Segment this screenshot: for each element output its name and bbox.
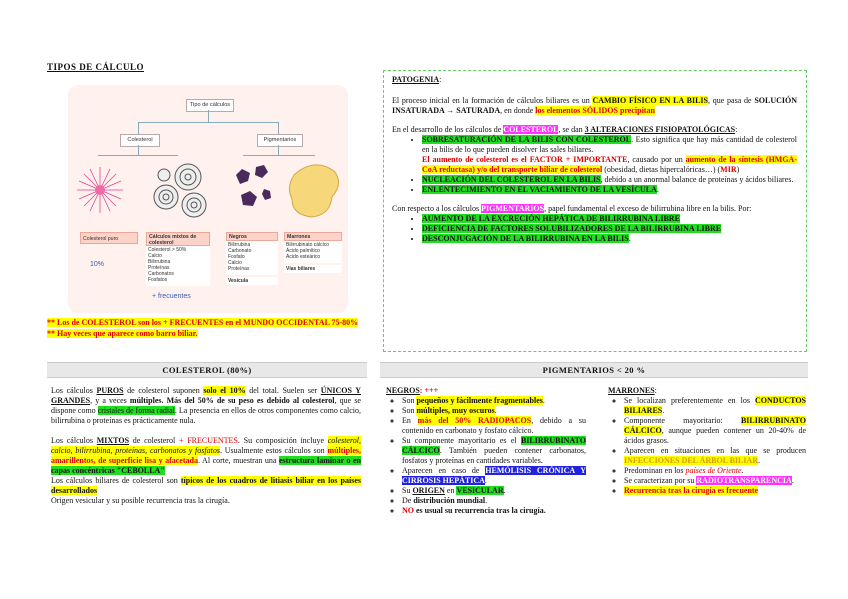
diagram-box-marrones-items-1: Ácido palmítico — [286, 248, 320, 254]
left-title: TIPOS DE CÁLCULO — [47, 62, 145, 72]
col-p1j: , que se dispone como — [51, 396, 361, 415]
diagram-box-marrones-items-0: Bilirrubinato cálcico — [286, 242, 330, 248]
frecuentes-label: + frecuentes — [152, 293, 191, 300]
box-marrones-title: Marrones — [284, 232, 342, 241]
patogenia-b2a: NUCLEACIÓN DEL COLESTEROL EN LA BILIS — [422, 175, 601, 184]
negros-items-3-1: BILIRRUBINATO CÁLCICO — [402, 436, 586, 455]
negros-items-4-2: . — [484, 476, 487, 485]
patogenia-p3c: , papel fundamental el exceso de bilirrubina libre en la bilis. Por: — [544, 204, 752, 213]
col-p2h: múltiples, amarillentos, de superficie lisa y afacetada — [51, 446, 361, 465]
negros-items-5-1: ORIGEN — [412, 486, 445, 495]
note-1: ** Los de COLESTEROL son los + FRECUENTES en el MUNDO OCCIDENTAL 75-80% — [47, 318, 359, 327]
patogenia-box: PATOGENIA: El proceso inicial en la formación de cálculos biliares es un CAMBIO FÍSICO EN LA BILIS, que pasa de SOLUCIÓN INSATURADA → SATURADA, en donde los elementos SÓLIDOS precipitan En el desarrollo de los cálculos de COLESTEROL, se dan 3 ALTERACIONES FISIOPATOLÓGICAS: • SOBRESATURACIÓN DE LA BILIS CON COLESTEROL. Esto significa que hay más cantidad de colesterol en la bilis de lo que pueden disolver las sales biliares. El aumento de colesterol es el FACTOR + IMPORTANTE, causado por un aumento de la síntesis (HMGA-CoA reductasa) y/o del transporte biliar de colesterol (obesidad, dietas hipercalóricas…) (MIR) • NUCLEACIÓN DEL COLESTEROL EN LA BILIS, debido a un anormal balance de proteínas y ácidos biliares. • ENLENTECIMIENTO EN EL VACIAMIENTO DE LA VESÍCULA. Con respecto a los cálculos PIGMENTARIOS, papel fundamental el exceso de bilirrubina libre en la bilis. Por: • AUMENTO DE LA EXCRECIÓN HEPÁTICA DE BILIRRUBINA LIBRE • DEFICIENCIA DE FACTORES SOLUBILIZADORES DE LA BILIRRUBINA LIBRE • DESCONJUGACIÓN DE LA BILIRRUBINA EN LA BILIS. — [383, 70, 807, 352]
marrones-items-5-0: Recurrencia tras la cirugía es frecuente — [624, 486, 759, 495]
col-p1k: cristales de forma radial — [97, 406, 175, 415]
col-p1c: de colesterol suponen — [123, 386, 204, 395]
negros-items-3-2: . También pueden contener carbonatos, fosfatos y proteínas en cantidades variables. — [402, 446, 586, 465]
patogenia-title: PATOGENIA — [392, 75, 440, 84]
col-p1l: . La presencia en ellos de otros componentes como calcio, bilirrubina o proteínas es prácticamente nula. — [51, 406, 362, 425]
negros-items-2-2: , debido a su contenido en carbonato y fosfato cálcico. — [402, 416, 587, 435]
marrones-items-1-0: Componente mayoritario: — [624, 416, 741, 425]
patogenia-p3a: Con respecto a los cálculos — [392, 204, 482, 213]
negros-section — [386, 386, 586, 516]
marrones-items-2-2: . — [758, 456, 761, 465]
marrones-items-3-2: . — [741, 466, 744, 475]
col-p2i: . Al corte, muestran una — [197, 456, 279, 465]
col-p2b: MIXTOS — [96, 436, 130, 445]
bar-pigmentarios: PIGMENTARIOS < 20 % — [380, 362, 808, 378]
box-colesterol-puro: Colesterol puro — [80, 232, 138, 244]
diagram-box-mixtos-items-1: Calcio — [148, 253, 162, 259]
patogenia-p1c: , que pasa de — [707, 96, 755, 105]
box-negros-foot: Vesícula — [226, 277, 278, 285]
box-mixtos-title: Cálculos mixtos de colesterol — [146, 232, 210, 246]
patogenia-c2: DEFICIENCIA DE FACTORES SOLUBILIZADORES DE LA BILIRRUBINA LIBRE — [422, 224, 722, 233]
diagram-box-negros-items-4: Proteínas — [228, 266, 250, 272]
calculi-types-diagram — [68, 85, 348, 313]
patogenia-p2d: 3 ALTERACIONES FISIOPATOLÓGICAS — [584, 125, 736, 134]
colesterol-text — [51, 386, 361, 506]
marrones-items-0-1: CONDUCTOS BILIARES — [624, 396, 806, 415]
marrones-items-0-2: . — [662, 406, 665, 415]
box-marrones-foot: Vías biliares — [284, 265, 342, 273]
patogenia-p3b: PIGMENTARIOS — [481, 204, 545, 213]
col-p2k: Los cálculos biliares de colesterol son — [51, 476, 181, 485]
diagram-box-negros-items-1: Carbonato — [228, 248, 252, 254]
negros-plus: : +++ — [419, 386, 439, 395]
col-p1d: solo el 10% — [203, 386, 246, 395]
box-marrones-items — [284, 241, 342, 263]
box-mixtos-items — [146, 246, 210, 286]
diagram-colesterol: Colesterol — [120, 134, 160, 147]
marrones-items-2-0: Aparecen en situaciones en las que se producen — [624, 446, 806, 455]
diagram-root: Tipo de cálculos — [186, 99, 234, 112]
negros-items-0-0: Son — [402, 396, 417, 405]
col-p2j: estructura laminar o en capas concéntricas "CEBOLLA" — [51, 456, 362, 475]
col-p1i: . Más del 50% de su peso es debido al colesterol — [161, 396, 335, 405]
marrones-items-3-1: países de Oriente — [685, 466, 742, 475]
negros-items-0-2: . — [542, 396, 545, 405]
patogenia-p2b: COLESTEROL — [503, 125, 559, 134]
patogenia-b1e: aumento de la síntesis (HMGA-CoA reductasa) y/o del transporte biliar de colesterol — [422, 155, 797, 174]
patogenia-b1g: MIR — [720, 165, 737, 174]
patogenia-b1b: . Esto significa que hay más cantidad de colesterol en la bilis de lo que pueden disolver las sales biliares. — [422, 135, 797, 154]
marrones-title: MARRONES — [608, 386, 655, 395]
negros-items-1-2: . — [494, 406, 497, 415]
col-p2g: . Usualmente estos cálculos son — [219, 446, 328, 455]
diagram-box-negros-items-0: Bilirrubina — [228, 242, 251, 248]
negros-items-5-4: . — [503, 486, 506, 495]
marrones-items-0-0: Se localizan preferentemente en los — [624, 396, 756, 405]
col-p2l: típicos de los cuadros de litiasis biliar en los países desarrollados — [51, 476, 361, 495]
negros-items-5-2: en — [444, 486, 457, 495]
negros-items-3-0: Su componente mayoritario es el — [402, 436, 521, 445]
stones-illustration — [76, 157, 344, 227]
marrones-items-4-0: Se caracterizan por su — [624, 476, 697, 485]
negros-items-6-1: distribución mundial — [413, 496, 486, 505]
patogenia-b1d: , causado por un — [627, 155, 686, 164]
patogenia-b1h: ) — [736, 165, 740, 174]
patogenia-c1: AUMENTO DE LA EXCRECIÓN HEPÁTICA DE BILIRRUBINA LIBRE — [422, 214, 680, 223]
col-p1b: PUROS — [96, 386, 124, 395]
col-p2a: Los cálculos — [51, 436, 97, 445]
col-p1h: múltiples — [129, 396, 162, 405]
negros-items-6-2: . — [485, 496, 488, 505]
patogenia-b3a: ENLENTECIMIENTO EN EL VACIAMIENTO DE LA VESÍCULA — [422, 185, 657, 194]
col-p1f: ÚNICOS Y GRANDES — [51, 386, 361, 405]
col-p1g: , y a veces — [90, 396, 130, 405]
patogenia-p1a: El proceso inicial en la formación de cálculos biliares es un — [392, 96, 593, 105]
patogenia-b1f: (obesidad, dietas hipercalóricas…) ( — [602, 165, 721, 174]
col-p2e: . Su composición incluye — [237, 436, 328, 445]
marrones-items-4-2: . — [791, 476, 794, 485]
box-negros-items — [226, 241, 278, 275]
negros-items-1-0: Son — [402, 406, 417, 415]
negros-items-7-0: NO — [402, 506, 414, 515]
patogenia-p1b: CAMBIO FÍSICO EN LA BILIS — [592, 96, 708, 105]
negros-items-2-0: En — [402, 416, 418, 425]
negros-items-4-1: HEMÓLISIS CRÓNICA Y CIRROSIS HEPÁTICA — [402, 466, 586, 485]
patogenia-p1e: , en donde — [500, 106, 536, 115]
diagram-box-mixtos-items-2: Bilirrubina — [148, 259, 171, 265]
negros-items-1-1: múltiples, muy oscuros — [416, 406, 495, 415]
col-p1a: Los cálculos — [51, 386, 97, 395]
note-2: ** Hay veces que aparece como barro biliar. — [47, 328, 198, 338]
negros-items-6-0: De — [402, 496, 414, 505]
box-negros-title: Negros — [226, 232, 278, 241]
negros-items-7-1: es usual su recurrencia tras la cirugía. — [414, 506, 546, 515]
notes — [47, 318, 365, 339]
diagram-box-mixtos-items-3: Proteínas — [148, 265, 170, 271]
patogenia-p1d: SOLUCIÓN INSATURADA → SATURADA — [392, 96, 797, 115]
patogenia-p2a: En el desarrollo de los cálculos de — [392, 125, 504, 134]
col-p2m: Origen vesicular y su posible recurrencia tras la cirugía. — [51, 496, 230, 505]
negros-items-4-0: Aparecen en caso de — [402, 466, 486, 475]
diagram-box-mixtos-items-5: Fosfatos — [148, 277, 168, 283]
negros-title: NEGROS — [386, 386, 420, 395]
col-p1e: del total. Suelen ser — [245, 386, 321, 395]
marrones-items-4-1: RADIOTRANSPARENCIA — [696, 476, 792, 485]
marrones-items-1-1: BILIRRUBINATO CÁLCICO — [624, 416, 806, 435]
col-p2c: de colesterol — [129, 436, 179, 445]
marrones-items-1-2: , aunque pueden contener un 20-40% de ácidos grasos. — [624, 426, 806, 445]
diagram-pigmentarios: Pigmentarios — [257, 134, 303, 147]
diagram-box-marrones-items-2: Ácido esteárico — [286, 254, 321, 260]
col-p2f: colesterol, calcio, bilirrubina, proteínas, carbonatos y fosfatos — [51, 436, 361, 455]
patogenia-b2b: , debido a un anormal balance de proteínas y ácidos biliares. — [600, 175, 794, 184]
negros-items-0-1: pequeños y fácilmente fragmentables — [416, 396, 543, 405]
diagram-box-mixtos-items-0: Colesterol > 50% — [148, 247, 187, 253]
marrones-items-2-1: INFECCIONES DEL ÁRBOL BILIAR — [624, 456, 759, 465]
marrones-items-3-0: Predominan en los — [624, 466, 686, 475]
patogenia-p1f: los elementos SÓLIDOS precipitan — [535, 106, 655, 115]
diagram-box-negros-items-3: Calcio — [228, 260, 242, 266]
patogenia-c3: DESCONJUGACIÓN DE LA BILIRRUBINA EN LA BILIS — [422, 234, 629, 243]
negros-items-2-1: más del 50% RADIOPACOS — [417, 416, 532, 425]
patogenia-b1a: SOBRESATURACIÓN DE LA BILIS CON COLESTEROL — [422, 135, 632, 144]
diagram-box-mixtos-items-4: Carbonatos — [148, 271, 174, 277]
pct-puro: 10% — [90, 261, 105, 268]
negros-items-5-3: VESICULAR — [456, 486, 504, 495]
bar-colesterol: COLESTEROL (80%) — [47, 362, 367, 378]
patogenia-b1c: El aumento de colesterol es el FACTOR + IMPORTANTE — [422, 155, 628, 164]
marrones-section: MARRONES: ◦ Se localizan preferentemente en los CONDUCTOS BILIARES. ◦ Componente mayoritario: BILIRRUBINATO CÁLCICO, aunque pueden contener un 20-40% de ácidos grasos. ◦ Aparecen en situaciones en las que se producen INFECCIONES DEL ÁRBOL BILIAR. ◦ Predominan en los países de Oriente. ◦ Se caracterizan por su RADIOTRANSPARENCIA. ◦ Recurrencia tras la cirugía es frecuente — [608, 386, 806, 496]
negros-items-5-0: Su — [402, 486, 413, 495]
diagram-box-negros-items-2: Fosfato — [228, 254, 245, 260]
patogenia-p2c: , se dan — [558, 125, 585, 134]
col-p2d: + FRECUENTES — [178, 436, 238, 445]
